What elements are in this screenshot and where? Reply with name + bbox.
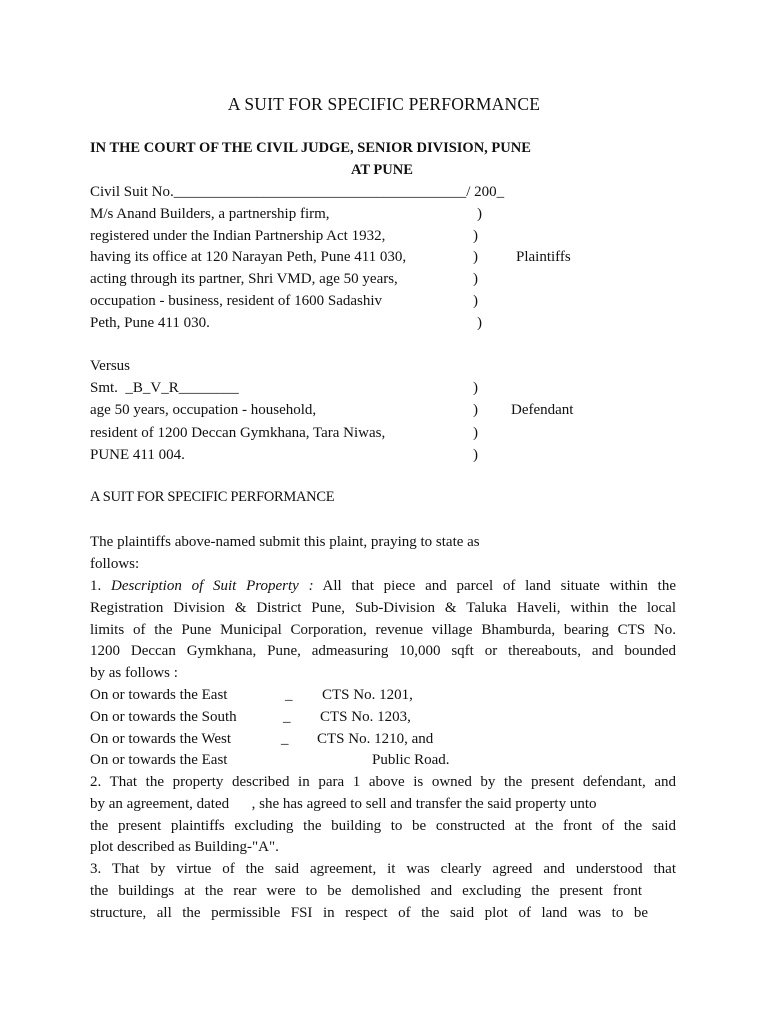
section-subheading: A SUIT FOR SPECIFIC PERFORMANCE [90,489,335,505]
intro-line: follows: [90,556,140,572]
para2-line: plot described as Building-"A". [90,839,279,855]
bracket-mark: ) [473,249,478,265]
boundary-dash: _ [285,687,293,703]
civil-suit-number: Civil Suit No._______________________________________/ 200_ [90,184,505,200]
court-location: AT PUNE [351,162,413,178]
para2-line: the present plaintiffs excluding the building to be constructed at the front of the said [90,818,676,834]
boundary-label: On or towards the East [90,687,228,703]
boundary-label: On or towards the East [90,752,228,768]
para3-line: structure, all the permissible FSI in respect of the said plot of land was to be [90,905,648,921]
plaintiff-line: Peth, Pune 411 030. [90,315,210,331]
para1-heading: Description of Suit Property : [111,578,314,594]
para3-line: the buildings at the rear were to be demolished and excluding the present front [90,883,642,899]
para1-line: by as follows : [90,665,178,681]
defendant-line: age 50 years, occupation - household, [90,402,317,418]
plaintiff-role: Plaintiffs [516,249,571,265]
bracket-mark: ) [473,271,478,287]
bracket-mark: ) [473,228,478,244]
defendant-line: PUNE 411 004. [90,447,185,463]
para1-line: Registration Division & District Pune, Sub-Division & Taluka Haveli, within the local [90,600,676,616]
bracket-mark: ) [477,206,482,222]
para1-first-line [90,577,676,595]
defendant-line: Smt. _B_V_R________ [90,380,239,396]
para2-line: by an agreement, dated , she has agreed to sell and transfer the said property unto [90,796,597,812]
para1-line: limits of the Pune Municipal Corporation, revenue village Bhamburda, bearing CTS No. [90,622,676,638]
intro-line: The plaintiffs above-named submit this plaint, praying to state as [90,534,480,550]
bracket-mark: ) [477,315,482,331]
boundary-value: Public Road. [372,752,450,768]
boundary-value: CTS No. 1201, [322,687,413,703]
boundary-dash: _ [281,731,289,747]
bracket-mark: ) [473,380,478,396]
defendant-line: resident of 1200 Deccan Gymkhana, Tara Niwas, [90,425,386,441]
para1-line: 1200 Deccan Gymkhana, Pune, admeasuring 10,000 sqft or thereabouts, and bounded [90,643,676,659]
para3-line: 3. That by virtue of the said agreement, it was clearly agreed and understood that [90,861,676,877]
boundary-label: On or towards the South [90,709,237,725]
bracket-mark: ) [473,425,478,441]
plaintiff-line: having its office at 120 Narayan Peth, Pune 411 030, [90,249,407,265]
plaintiff-line: M/s Anand Builders, a partnership firm, [90,206,330,222]
bracket-mark: ) [473,293,478,309]
defendant-role: Defendant [511,402,574,418]
para1-number: 1. [90,578,111,594]
boundary-value: CTS No. 1210, and [317,731,434,747]
para2-line: 2. That the property described in para 1 above is owned by the present defendant, and [90,774,676,790]
bracket-mark: ) [473,447,478,463]
boundary-value: CTS No. 1203, [320,709,411,725]
boundary-label: On or towards the West [90,731,231,747]
boundary-dash: _ [283,709,291,725]
plaintiff-line: registered under the Indian Partnership Act 1932, [90,228,386,244]
court-heading: IN THE COURT OF THE CIVIL JUDGE, SENIOR DIVISION, PUNE [90,140,531,156]
document-title: A SUIT FOR SPECIFIC PERFORMANCE [227,94,541,114]
plaintiff-line: acting through its partner, Shri VMD, age 50 years, [90,271,398,287]
plaintiff-line: occupation - business, resident of 1600 Sadashiv [90,293,383,309]
versus-label: Versus [90,358,130,374]
para1-first-line-rest: All that piece and parcel of land situate within the [313,578,676,594]
bracket-mark: ) [473,402,478,418]
